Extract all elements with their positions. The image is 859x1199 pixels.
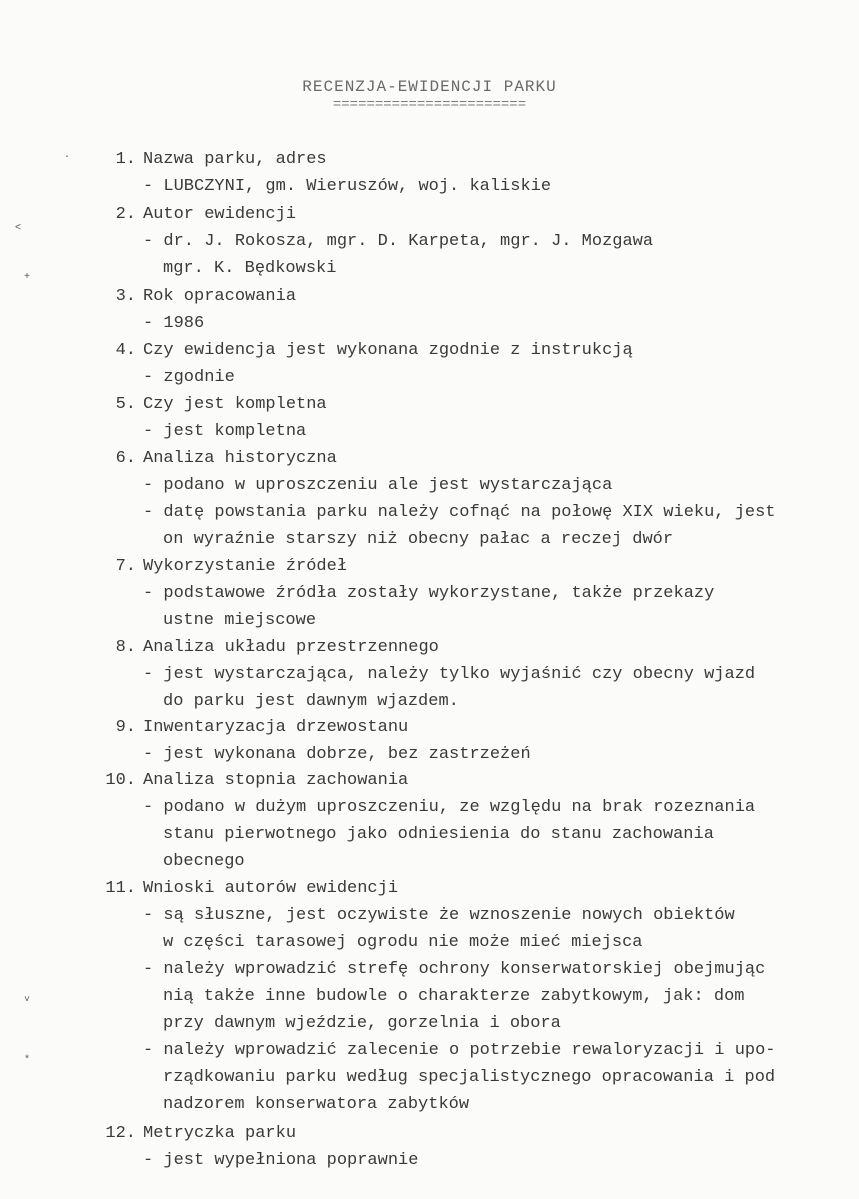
item-detail-line: - są słuszne, jest oczywiste że wznoszenie nowych obiektów	[143, 906, 735, 925]
item-number: 3.	[115, 287, 136, 306]
item-heading: Analiza układu przestrzennego	[143, 638, 439, 657]
item-detail-line: przy dawnym wjeździe, gorzelnia i obora	[163, 1014, 561, 1033]
item-number: 4.	[115, 341, 136, 360]
document-title: RECENZJA-EWIDENCJI PARKU	[302, 78, 557, 96]
item-heading: Wykorzystanie źródeł	[143, 557, 348, 576]
item-detail-line: - należy wprowadzić strefę ochrony konserwatorskiej obejmując	[143, 960, 766, 979]
margin-mark: ·	[64, 152, 71, 163]
item-detail-line: on wyraźnie starszy niż obecny pałac a reczej dwór	[163, 530, 674, 549]
item-detail-line: obecnego	[163, 852, 245, 871]
item-detail-line: - LUBCZYNI, gm. Wieruszów, woj. kaliskie	[143, 177, 552, 196]
item-detail-line: mgr. K. Będkowski	[163, 259, 337, 278]
item-detail-line: stanu pierwotnego jako odniesienia do stanu zachowania	[163, 825, 714, 844]
item-number: 7.	[115, 557, 136, 576]
item-heading: Czy ewidencja jest wykonana zgodnie z instrukcją	[143, 341, 633, 360]
item-detail-line: ustne miejscowe	[163, 611, 317, 630]
item-detail-line: - datę powstania parku należy cofnąć na połowę XIX wieku, jest	[143, 503, 776, 522]
item-detail-line: w części tarasowej ogrodu nie może mieć miejsca	[163, 933, 643, 952]
item-detail-line: rządkowaniu parku według specjalistycznego opracowania i pod	[163, 1068, 776, 1087]
item-heading: Analiza historyczna	[143, 449, 337, 468]
item-heading: Analiza stopnia zachowania	[143, 771, 409, 790]
item-heading: Czy jest kompletna	[143, 395, 327, 414]
item-detail-line: - jest wypełniona poprawnie	[143, 1151, 419, 1170]
item-detail-line: nadzorem konserwatora zabytków	[163, 1095, 470, 1114]
item-heading: Rok opracowania	[143, 287, 297, 306]
item-number: 10.	[105, 771, 136, 790]
item-number: 1.	[115, 150, 136, 169]
item-heading: Autor ewidencji	[143, 205, 297, 224]
item-detail-line: - dr. J. Rokosza, mgr. D. Karpeta, mgr. J. Mozgawa	[143, 232, 654, 251]
margin-mark: ˂	[15, 223, 22, 234]
item-heading: Inwentaryzacja drzewostanu	[143, 718, 409, 737]
item-detail-line: do parku jest dawnym wjazdem.	[163, 692, 459, 711]
item-heading: Wnioski autorów ewidencji	[143, 879, 399, 898]
item-number: 6.	[115, 449, 136, 468]
item-detail-line: - jest wykonana dobrze, bez zastrzeżeń	[143, 745, 531, 764]
item-number: 5.	[115, 395, 136, 414]
margin-mark: *	[24, 1055, 31, 1066]
item-number: 11.	[105, 879, 136, 898]
item-detail-line: - podstawowe źródła zostały wykorzystane, także przekazy	[143, 584, 715, 603]
item-heading: Nazwa parku, adres	[143, 150, 327, 169]
item-number: 12.	[105, 1124, 136, 1143]
item-detail-line: - jest kompletna	[143, 422, 307, 441]
item-detail-line: nią także inne budowle o charakterze zabytkowym, jak: dom	[163, 987, 745, 1006]
item-detail-line: - 1986	[143, 314, 205, 333]
item-detail-line: - należy wprowadzić zalecenie o potrzebie rewaloryzacji i upo-	[143, 1041, 776, 1060]
item-detail-line: - jest wystarczająca, należy tylko wyjaśnić czy obecny wjazd	[143, 665, 756, 684]
item-number: 8.	[115, 638, 136, 657]
item-detail-line: - podano w dużym uproszczeniu, ze względu na brak rozeznania	[143, 798, 756, 817]
item-detail-line: - zgodnie	[143, 368, 235, 387]
item-number: 9.	[115, 718, 136, 737]
item-heading: Metryczka parku	[143, 1124, 297, 1143]
margin-mark: ˅	[24, 995, 31, 1006]
title-underline: =======================	[332, 97, 527, 113]
item-number: 2.	[115, 205, 136, 224]
margin-mark: +	[24, 272, 31, 283]
item-detail-line: - podano w uproszczeniu ale jest wystarczająca	[143, 476, 613, 495]
